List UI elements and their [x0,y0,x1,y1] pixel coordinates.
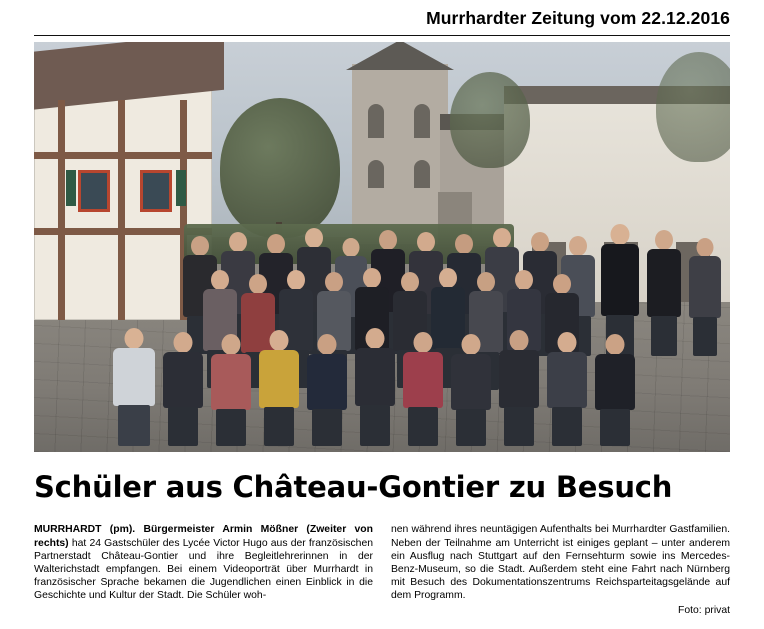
article-text-right: nen während ihres neuntägigen Aufenthalts bei Murrhardter Gastfamilien. Neben der Teilnahme am Unterricht ist einiges geplant – unter anderem ein Ausflug nach Stuttgart auf den Fernsehturm sowie ins Mercedes-Benz-Museum, so die Stadt. Außerdem steht eine Fahrt nach Nürnberg mit Besuch des Dokumentationszentrums Reichsparteitagsgelände auf dem Programm. [391,524,730,602]
article-dateline: MURRHARDT (pm). Bürgermeister Armin Mößner (Zweiter von rechts) [34,524,373,549]
tree-left [220,98,340,238]
person-front-4 [258,330,300,446]
house-beam-v2 [118,100,125,320]
church-louvre-left [368,104,384,138]
tree-right [656,52,730,162]
person-front-2 [162,332,204,446]
masthead-divider [34,35,730,36]
person-front-5 [306,334,348,446]
article-text-left: hat 24 Gastschüler des Lycée Victor Hugo aus der französischen Partnerstadt Château-Gontier und ihre Begleitlehrerinnen in der Walterichstadt empfangen. Bei einem Videoporträt über Murrhardt in französischer Sprache bekamen die Jugendlichen einen Einblick in die Geschichte und Kultur der Stadt. Die Schüler woh- [34,537,373,602]
article-paragraph-left [34,523,373,602]
tree-center [450,72,530,168]
church-louvre-right [414,104,430,138]
person-front-8 [450,334,492,446]
publication-title: Murrhardter Zeitung vom 22.12.2016 [426,8,730,28]
article-paragraph-right [391,523,730,602]
masthead [34,0,730,29]
church-tower [352,64,448,244]
person-front-10 [546,332,588,446]
person-back-14 [688,238,722,356]
house-shutter-1 [66,170,76,206]
person-back-13 [646,230,682,356]
person-front-11 [594,334,636,446]
church-window-lower-right [414,160,430,188]
article-column-right [391,523,730,616]
photo-credit: Foto: privat [678,604,730,616]
person-front-7 [402,332,444,446]
article-column-left [34,523,373,616]
house-beam-v1 [58,100,65,320]
article-headline: Schüler aus Château-Gontier zu Besuch [34,470,673,504]
house-window-1 [78,170,110,212]
photo-scene [34,42,730,452]
church-window-lower-left [368,160,384,188]
person-front-1 [112,328,156,446]
article-photo [34,42,730,452]
person-front-3 [210,334,252,446]
house-shutter-2 [176,170,186,206]
person-front-6 [354,328,396,446]
person-front-9 [498,330,540,446]
house-window-2 [140,170,172,212]
article-body [34,523,730,616]
